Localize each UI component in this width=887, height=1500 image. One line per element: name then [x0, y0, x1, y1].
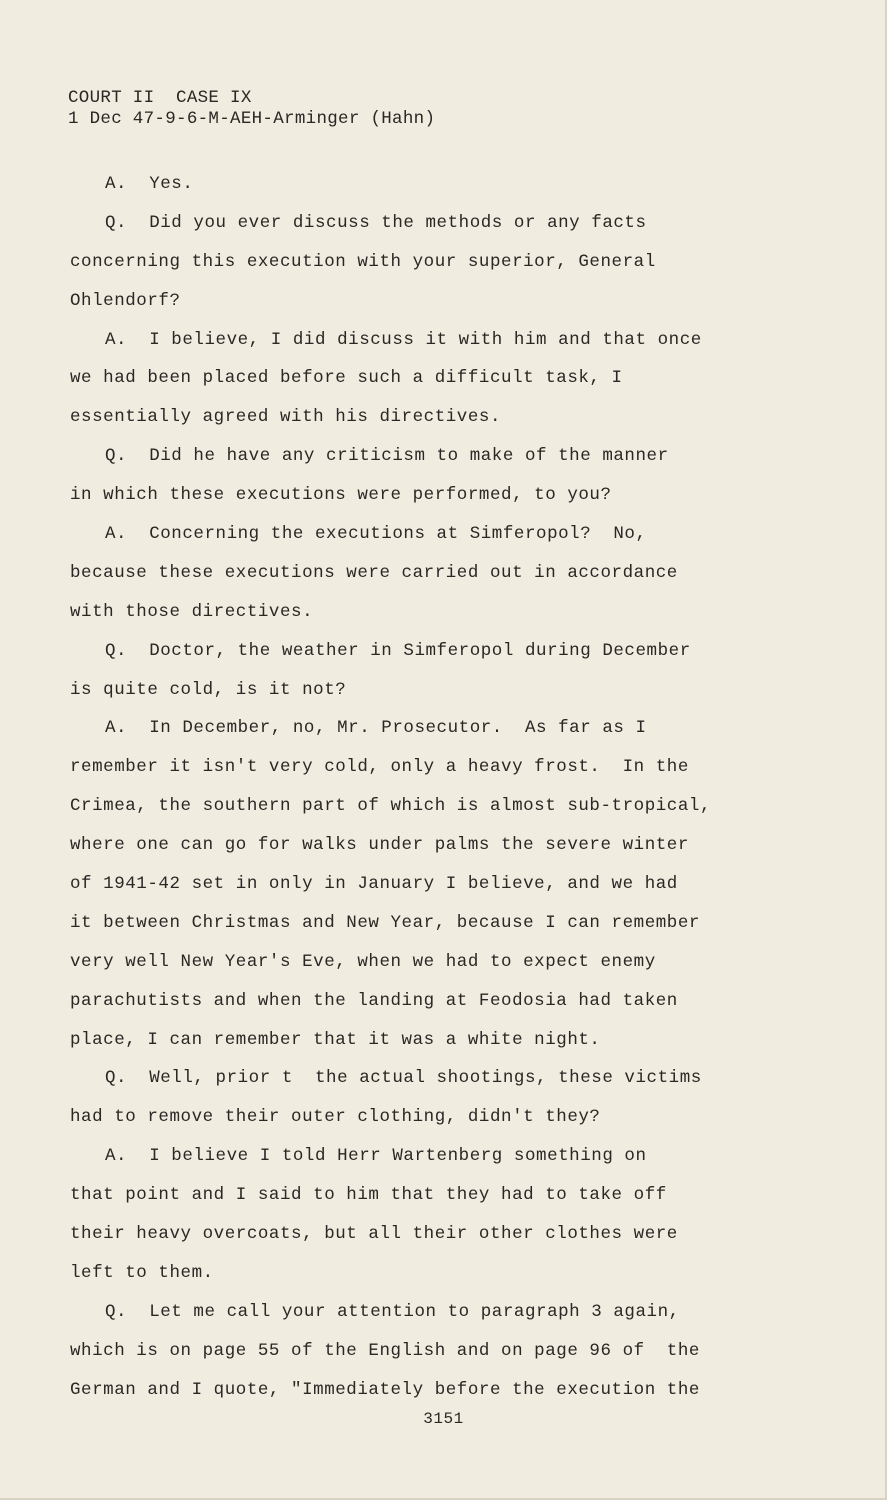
transcript-line: Ohlendorf?: [70, 290, 181, 311]
transcript-line: Q. Well, prior t the actual shootings, these victims: [105, 1068, 702, 1089]
transcript-line: Q. Did you ever discuss the methods or any facts: [105, 212, 647, 233]
document-header: [68, 88, 435, 130]
transcript-line: Q. Let me call your attention to paragraph 3 again,: [105, 1301, 680, 1322]
page-number: 3151: [423, 1410, 464, 1428]
transcript-line: Crimea, the southern part of which is almost sub-tropical,: [70, 796, 711, 817]
transcript-line: which is on page 55 of the English and on page 96 of the: [70, 1340, 700, 1361]
transcript-line: left to them.: [70, 1262, 214, 1283]
transcript-line: in which these executions were performed, to you?: [70, 485, 612, 506]
transcript-line: where one can go for walks under palms the severe winter: [70, 835, 689, 856]
transcript-line: A. Yes.: [105, 174, 194, 194]
transcript-line: parachutists and when the landing at Feodosia had taken: [70, 990, 678, 1011]
transcript-line: Q. Did he have any criticism to make of the manner: [105, 446, 669, 467]
transcript-line: their heavy overcoats, but all their other clothes were: [70, 1224, 678, 1245]
transcript-line: with those directives.: [70, 601, 314, 622]
session-line: 1 Dec 47-9-6-M-AEH-Arminger (Hahn): [68, 109, 436, 129]
transcript-line: because these executions were carried out in accordance: [70, 562, 678, 583]
transcript-line: essentially agreed with his directives.: [70, 407, 502, 428]
transcript-body: [70, 165, 770, 1410]
court-case-line: COURT II CASE IX: [68, 88, 252, 108]
transcript-line: German and I quote, "Immediately before the execution the: [70, 1379, 700, 1400]
transcript-line: it between Christmas and New Year, because I can remember: [70, 912, 700, 933]
transcript-line: A. In December, no, Mr. Prosecutor. As far as I: [105, 718, 647, 739]
transcript-line: had to remove their outer clothing, didn't they?: [70, 1107, 601, 1128]
transcript-line: very well New Year's Eve, when we had to expect enemy: [70, 951, 656, 972]
transcript-line: we had been placed before such a difficult task, I: [70, 368, 623, 389]
transcript-line: concerning this execution with your superior, General: [70, 251, 656, 272]
transcript-line: A. Concerning the executions at Simferopol? No,: [105, 524, 647, 545]
transcript-line: place, I can remember that it was a white night.: [70, 1029, 601, 1050]
transcript-line: that point and I said to him that they had to take off: [70, 1185, 667, 1206]
transcript-line: A. I believe I told Herr Wartenberg something on: [105, 1146, 647, 1167]
transcript-line: Q. Doctor, the weather in Simferopol during December: [105, 640, 691, 661]
transcript-line: remember it isn't very cold, only a heavy frost. In the: [70, 757, 689, 778]
transcript-line: A. I believe, I did discuss it with him and that once: [105, 329, 702, 350]
transcript-line: of 1941-42 set in only in January I believe, and we had: [70, 874, 678, 895]
transcript-line: is quite cold, is it not?: [70, 679, 347, 700]
